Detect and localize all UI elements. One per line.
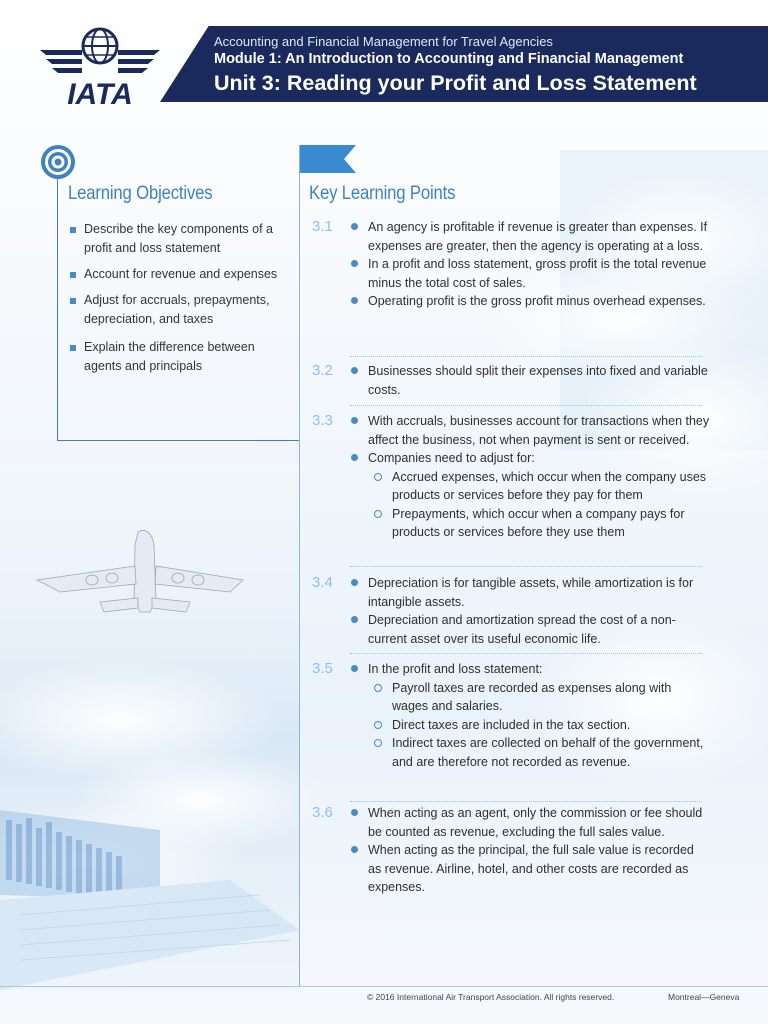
point-item: Depreciation and amortization spread the cost of a non-current asset over its useful economic life.	[350, 611, 710, 648]
bullet-icon	[351, 367, 358, 374]
ribbon-flag-icon	[300, 145, 356, 173]
section-separator	[350, 405, 702, 406]
bullet-icon	[351, 454, 358, 461]
points-list	[350, 574, 710, 648]
square-bullet-icon	[70, 272, 76, 278]
point-item: An agency is profitable if revenue is greater than expenses. If expenses are greater, then the agency is operating at a loss.	[350, 218, 710, 255]
square-bullet-icon	[70, 227, 76, 233]
section-number: 3.6	[312, 804, 333, 821]
ring-bullet-icon	[374, 721, 382, 729]
bullet-icon	[351, 809, 358, 816]
bullet-icon	[351, 260, 358, 267]
sub-points-list	[368, 679, 710, 772]
points-list	[350, 660, 710, 771]
sub-point-item: Direct taxes are included in the tax section.	[368, 716, 710, 735]
square-bullet-icon	[70, 298, 76, 304]
point-item: In a profit and loss statement, gross profit is the total revenue minus the total cost of sales.	[350, 255, 710, 292]
ring-bullet-icon	[374, 473, 382, 481]
sub-point-item: Prepayments, which occur when a company pays for products or services before they use them	[368, 505, 710, 542]
point-item: When acting as the principal, the full sale value is recorded as revenue. Airline, hotel, and other costs are recorded as expenses.	[350, 841, 710, 897]
bullet-icon	[351, 846, 358, 853]
section-separator	[350, 566, 702, 567]
ring-bullet-icon	[374, 739, 382, 747]
objective-item: Account for revenue and expenses	[69, 265, 291, 284]
section-number: 3.5	[312, 660, 333, 677]
logo-text: IATA	[67, 78, 133, 108]
bullet-icon	[351, 616, 358, 623]
point-item: When acting as an agent, only the commission or fee should be counted as revenue, excluding the full sales value.	[350, 804, 710, 841]
footer-divider	[0, 986, 768, 987]
sub-point-item: Indirect taxes are collected on behalf of the government, and are therefore not recorded as revenue.	[368, 734, 710, 771]
iata-logo	[38, 22, 162, 108]
module-title: Module 1: An Introduction to Accounting and Financial Management	[214, 51, 684, 67]
section-number: 3.1	[312, 218, 333, 235]
bullet-icon	[351, 223, 358, 230]
sub-point-item: Payroll taxes are recorded as expenses along with wages and salaries.	[368, 679, 710, 716]
objective-item: Explain the difference between agents and principals	[69, 338, 291, 376]
bullet-icon	[351, 417, 358, 424]
point-item: Operating profit is the gross profit minus overhead expenses.	[350, 292, 710, 311]
sub-point-item: Accrued expenses, which occur when the company uses products or services before they pay for them	[368, 468, 710, 505]
footer-location: Montreal—Geneva	[668, 992, 740, 1002]
section-number: 3.2	[312, 362, 333, 379]
unit-title: Unit 3: Reading your Profit and Loss Statement	[214, 71, 697, 95]
points-list	[350, 362, 710, 399]
points-list	[350, 804, 710, 897]
points-list	[350, 218, 710, 311]
point-item: Businesses should split their expenses into fixed and variable costs.	[350, 362, 710, 399]
point-item: With accruals, businesses account for transactions when they affect the business, not when payment is sent or received.	[350, 412, 710, 449]
column-divider	[299, 145, 300, 987]
bullet-icon	[351, 579, 358, 586]
key-learning-points-title: Key Learning Points	[309, 183, 456, 204]
ring-bullet-icon	[374, 684, 382, 692]
course-title: Accounting and Financial Management for Travel Agencies	[214, 34, 553, 49]
section-separator	[350, 653, 702, 654]
objective-item: Adjust for accruals, prepayments, depreciation, and taxes	[69, 291, 291, 329]
square-bullet-icon	[70, 345, 76, 351]
points-list	[350, 412, 710, 542]
point-item: In the profit and loss statement: Payroll taxes are recorded as expenses along with wages and salaries. Direct taxes are included in the tax section. Indirect taxes are collected on behalf of the government, and are therefore not recorded as revenue.	[350, 660, 710, 771]
point-item: Depreciation is for tangible assets, while amortization is for intangible assets.	[350, 574, 710, 611]
section-separator	[350, 801, 702, 802]
section-number: 3.3	[312, 412, 333, 429]
ring-bullet-icon	[374, 510, 382, 518]
learning-objectives-list	[69, 220, 291, 383]
objective-item: Describe the key components of a profit and loss statement	[69, 220, 291, 258]
sub-points-list	[368, 468, 710, 542]
learning-objectives-title: Learning Objectives	[68, 183, 213, 204]
section-separator	[350, 356, 702, 357]
point-item: Companies need to adjust for: Accrued expenses, which occur when the company uses products or services before they pay for them Prepayments, which occur when a company pays for products or services before they use them	[350, 449, 710, 542]
footer-copyright: © 2016 International Air Transport Association. All rights reserved.	[367, 992, 615, 1002]
section-number: 3.4	[312, 574, 333, 591]
bullet-icon	[351, 665, 358, 672]
bullet-icon	[351, 297, 358, 304]
target-icon	[40, 144, 76, 180]
